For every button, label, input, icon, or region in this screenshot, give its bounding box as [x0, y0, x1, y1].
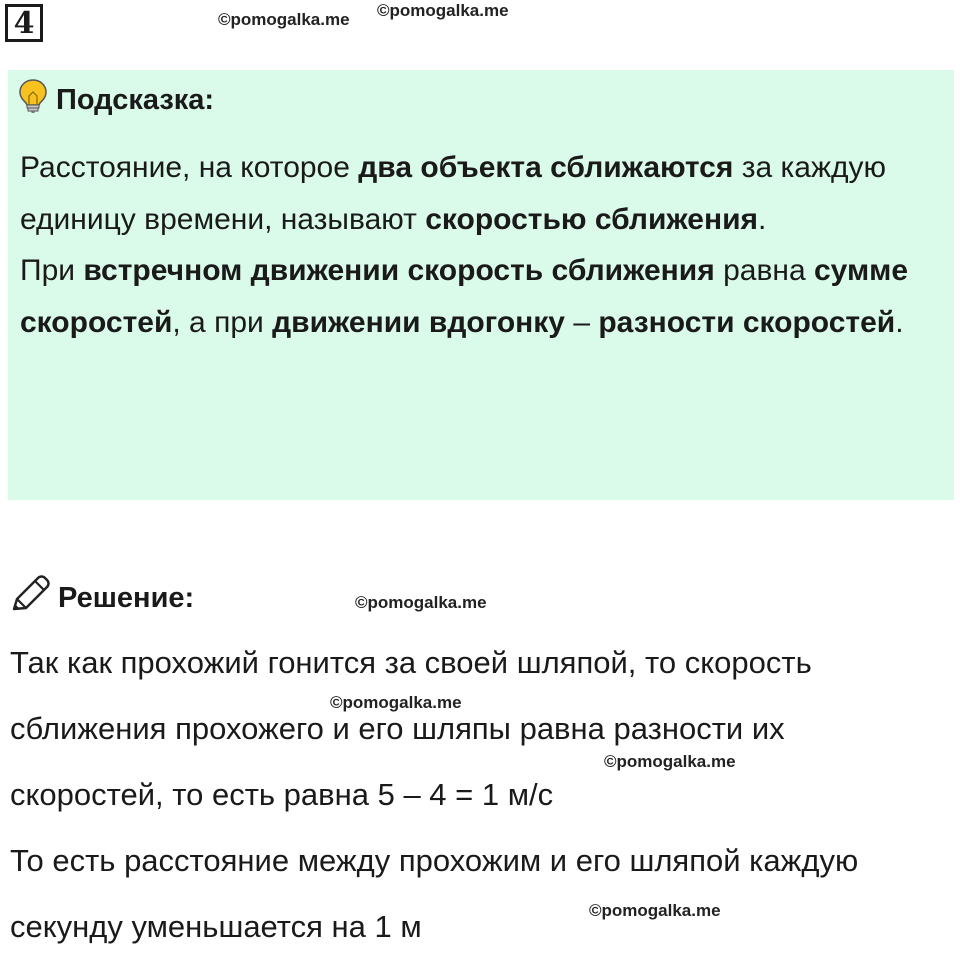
solution-line: секунду уменьшается на 1 м — [10, 909, 422, 944]
watermark: ©pomogalka.me — [604, 752, 736, 771]
watermark: ©pomogalka.me — [330, 693, 462, 712]
hint-title: Подсказка: — [56, 83, 215, 116]
lightbulb-icon — [18, 78, 48, 122]
hint-header — [18, 80, 214, 120]
solution-line: Так как прохожий гонится за своей шляпой, то скорость — [10, 645, 812, 680]
hint-text — [20, 142, 940, 348]
hint-paragraph-2: При встречном движении скорость сближения равна сумме скоростей, а при движении вдогонку – разности скоростей. — [20, 254, 909, 339]
pencil-icon — [10, 575, 50, 621]
solution-line: То есть расстояние между прохожим и его шляпой каждую — [10, 843, 859, 878]
watermark: ©pomogalka.me — [589, 901, 721, 920]
watermark: ©pomogalka.me — [355, 593, 487, 612]
solution-title: Решение: — [58, 581, 195, 614]
watermark: ©pomogalka.me — [377, 1, 509, 20]
hint-paragraph-1: Расстояние, на которое два объекта сближаются за каждую единицу времени, называют скоростью сближения. — [20, 151, 887, 236]
solution-line: сближения прохожего и его шляпы равна разности их — [10, 711, 785, 746]
solution-line: скоростей, то есть равна 5 – 4 = 1 м/с — [10, 777, 554, 812]
solution-header — [10, 578, 194, 618]
watermark: ©pomogalka.me — [218, 10, 350, 29]
task-number: 4 — [5, 4, 43, 42]
